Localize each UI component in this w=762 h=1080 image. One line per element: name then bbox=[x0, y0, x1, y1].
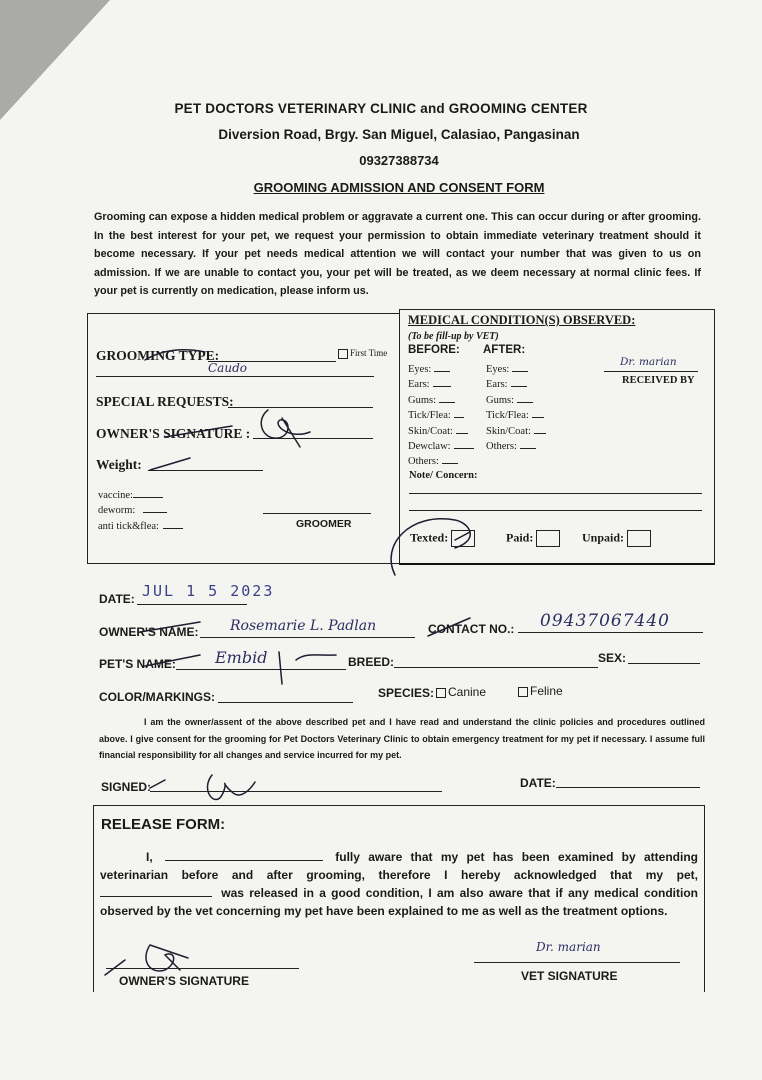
paid-label: Paid: bbox=[506, 530, 534, 545]
condition-label: Skin/Coat: bbox=[486, 425, 531, 437]
pet-name-strike bbox=[145, 655, 200, 666]
vet-sig-label: VET SIGNATURE bbox=[521, 969, 618, 983]
received-by-label: RECEIVED BY bbox=[622, 375, 695, 386]
date-stamp: JUL 1 5 2023 bbox=[142, 582, 275, 600]
owner-name-label: OWNER'S NAME: bbox=[99, 625, 199, 639]
release-text-3: was released in a good condition, I am also aware that if any medical condition observed by the vet concerning my pet have been explained to me as well as the treatment options. bbox=[100, 886, 699, 918]
signature-strike-1 bbox=[165, 426, 232, 437]
date-label: DATE: bbox=[99, 592, 135, 606]
groomer-label: GROOMER bbox=[296, 518, 352, 530]
grooming-type-label: GROOMING TYPE: bbox=[96, 348, 220, 363]
condition-label: Gums: bbox=[486, 394, 515, 406]
species-label: SPECIES: bbox=[378, 686, 435, 700]
feline-label: Feline bbox=[530, 684, 563, 698]
weight-label: Weight: bbox=[96, 457, 142, 472]
special-requests-label: SPECIAL REQUESTS: bbox=[96, 394, 234, 409]
sex-label: SEX: bbox=[598, 651, 627, 665]
received-by-name: Dr. marian bbox=[620, 356, 677, 368]
contact-value: 09437067440 bbox=[540, 611, 670, 631]
owner-signature-scribble bbox=[261, 410, 310, 447]
unpaid-label: Unpaid: bbox=[582, 530, 625, 545]
grooming-type-strike bbox=[145, 350, 205, 360]
pet-name-label: PET'S NAME: bbox=[99, 657, 176, 671]
declaration-text: I am the owner/assent of the above described pet and I have read and understand the clinic policies and procedures outlined above. I give consent for the grooming for Pet Doctors Veterinary Clinic to obtain emergency treatment for my pet if necessary. I assume full financial responsibility for all changes and service incurred for my pet. bbox=[99, 717, 705, 760]
signed-scribble bbox=[150, 775, 255, 799]
release-text-1: I, bbox=[146, 850, 153, 864]
owner-name-value: Rosemarie L. Padlan bbox=[230, 618, 377, 634]
owner-name-strike bbox=[140, 622, 200, 632]
pet-name-crossout bbox=[279, 652, 336, 684]
vaccine-label: vaccine: bbox=[98, 490, 163, 501]
anti-tick-label: anti tick&flea: bbox=[98, 521, 183, 532]
contact-label: CONTACT NO.: bbox=[428, 622, 515, 636]
medical-subtitle: (To be fill-up by VET) bbox=[408, 331, 499, 342]
after-label: AFTER: bbox=[483, 344, 526, 356]
clinic-address: Diversion Road, Brgy. San Miguel, Calasiao, Pangasinan bbox=[218, 127, 580, 142]
condition-label: Skin/Coat: bbox=[408, 425, 453, 437]
owner-signature-label: OWNER'S SIGNATURE : bbox=[96, 426, 251, 441]
clinic-name: PET DOCTORS VETERINARY CLINIC and GROOMING CENTER bbox=[174, 101, 588, 116]
condition-label: Others: bbox=[486, 441, 517, 453]
texted-label: Texted: bbox=[410, 530, 449, 545]
note-concern-label: Note/ Concern: bbox=[409, 470, 478, 481]
clinic-phone: 09327388734 bbox=[359, 153, 439, 168]
weight-strike bbox=[150, 458, 190, 470]
breed-label: BREED: bbox=[348, 655, 395, 669]
texted-check-tick bbox=[455, 532, 470, 540]
form-title: GROOMING ADMISSION AND CONSENT FORM bbox=[253, 180, 545, 195]
release-owner-scribble bbox=[105, 945, 188, 975]
color-markings-label: COLOR/MARKINGS: bbox=[99, 690, 215, 704]
signed-label: SIGNED: bbox=[101, 780, 152, 794]
texted-check-mark bbox=[391, 519, 470, 575]
pet-name-value: Embid bbox=[215, 648, 268, 667]
condition-label: Ears: bbox=[486, 379, 508, 391]
intro-paragraph: Grooming can expose a hidden medical problem or aggravate a current one. This can occur during or after grooming. In the best interest for your pet, we request your permission to obtain immediate veterinary treatment should it become necessary. If your pet needs medical attention we will contact your number that was given to us on admission. If we are unable to contact you, your pet will be treated, as we deem necessary at normal clinic fees. If your pet is currently on medication, please inform us. bbox=[94, 211, 701, 297]
condition-label: Ears: bbox=[408, 379, 430, 391]
release-owner-sig-label: OWNER'S SIGNATURE bbox=[119, 974, 249, 988]
release-title: RELEASE FORM: bbox=[101, 816, 226, 833]
release-text-2: fully aware that my pet has been examined by attending veterinarian before and after grooming, therefore I hereby acknowledged that my pet, bbox=[100, 850, 698, 882]
deworm-label: deworm: bbox=[98, 505, 167, 516]
vet-name-value: Dr. marian bbox=[536, 940, 601, 954]
date2-label: DATE: bbox=[520, 776, 556, 790]
medical-title: MEDICAL CONDITION(S) OBSERVED: bbox=[408, 313, 636, 327]
condition-label: Dewclaw: bbox=[408, 441, 451, 453]
canine-label: Canine bbox=[448, 685, 487, 699]
first-time-label: First Time bbox=[350, 348, 388, 358]
condition-label: Tick/Flea: bbox=[486, 410, 529, 422]
contact-strike bbox=[428, 618, 470, 636]
condition-label: Others: bbox=[408, 456, 439, 468]
condition-label: Eyes: bbox=[486, 364, 510, 375]
condition-label: Gums: bbox=[408, 394, 437, 406]
condition-label: Tick/Flea: bbox=[408, 410, 451, 422]
grooming-type-value: Caudo bbox=[208, 361, 247, 375]
condition-label: Eyes: bbox=[408, 364, 432, 375]
before-label: BEFORE: bbox=[408, 344, 460, 356]
